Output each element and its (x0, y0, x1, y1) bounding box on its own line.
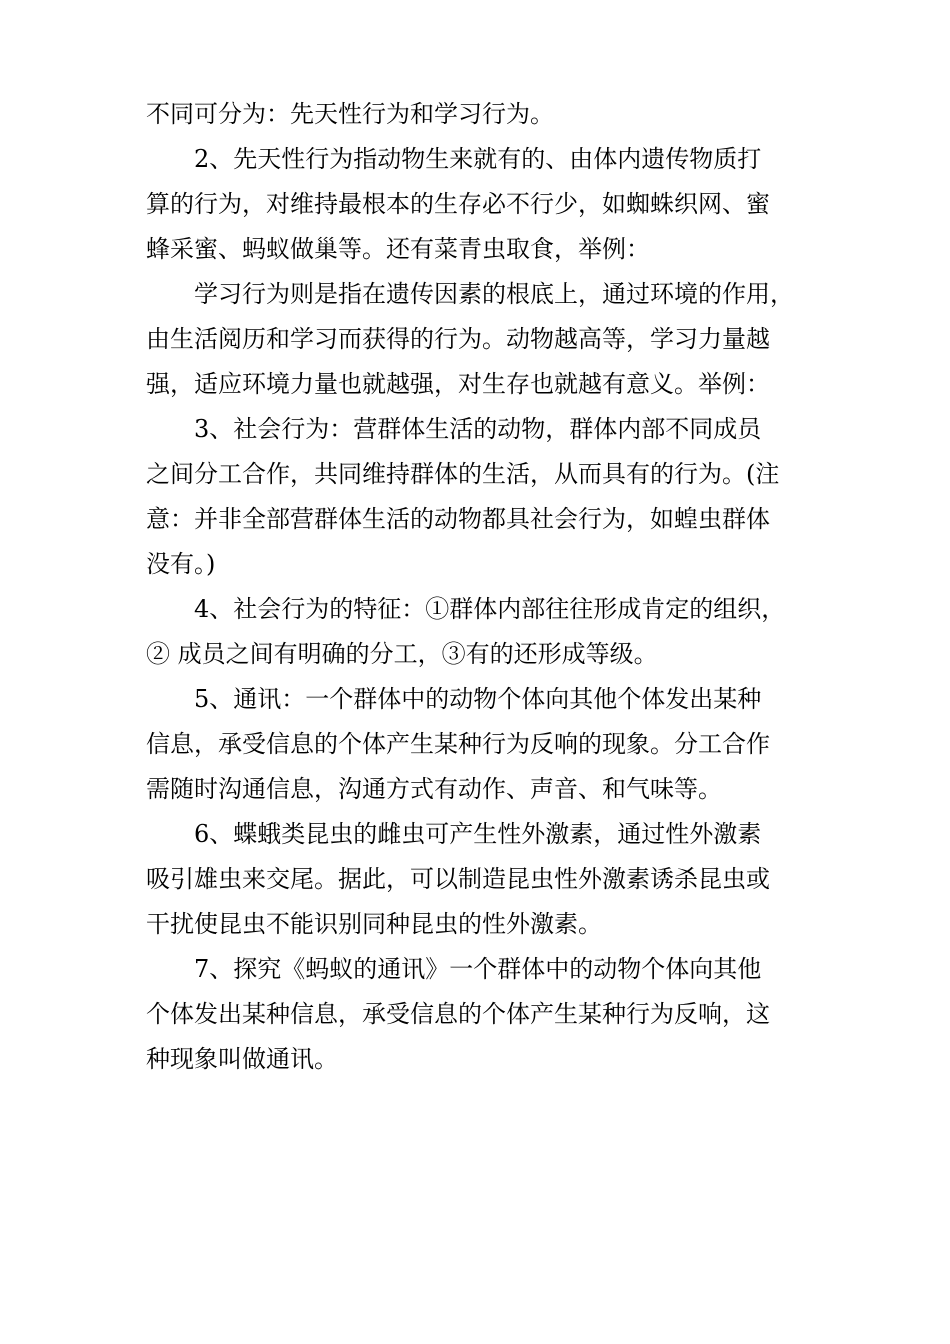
text-line: 吸引雄虫来交尾。据此，可以制造昆虫性外激素诱杀昆虫或 (146, 865, 770, 893)
text-line: 种现象叫做通讯。 (146, 1045, 338, 1073)
text-line: 意：并非全部营群体生活的动物都具社会行为，如蝗虫群体 (146, 505, 770, 533)
text-line: 蜂采蜜、蚂蚁做巢等。还有菜青虫取食，举例： (146, 235, 650, 263)
text-line: 需随时沟通信息，沟通方式有动作、声音、和气味等。 (146, 775, 722, 803)
text-line: 学习行为则是指在遗传因素的根底上，通过环境的作用， (194, 280, 794, 308)
text-line: 由生活阅历和学习而获得的行为。动物越高等，学习力量越 (146, 325, 770, 353)
text-line: 2、先天性行为指动物生来就有的、由体内遗传物质打 (194, 145, 762, 173)
text-line: 个体发出某种信息，承受信息的个体产生某种行为反响，这 (146, 1000, 770, 1028)
text-line: 4、社会行为的特征：①群体内部往往形成肯定的组织， (194, 595, 786, 623)
text-line: 算的行为，对维持最根本的生存必不行少，如蜘蛛织网、蜜 (146, 190, 770, 218)
text-line: 信息，承受信息的个体产生某种行为反响的现象。分工合作 (146, 730, 770, 758)
text-line: 7、探究《蚂蚁的通讯》一个群体中的动物个体向其他 (194, 955, 762, 983)
text-line: 5、通讯：一个群体中的动物个体向其他个体发出某种 (194, 685, 762, 713)
text-line: 没有。) (146, 550, 216, 578)
text-line: 干扰使昆虫不能识别同种昆虫的性外激素。 (146, 910, 602, 938)
document-body (146, 92, 826, 1082)
text-line: 不同可分为：先天性行为和学习行为。 (146, 100, 554, 128)
text-line: 3、社会行为：营群体生活的动物，群体内部不同成员 (194, 415, 762, 443)
text-line: 6、蝶蛾类昆虫的雌虫可产生性外激素，通过性外激素 (194, 820, 762, 848)
text-line: ② 成员之间有明确的分工，③有的还形成等级。 (146, 640, 658, 668)
text-line: 之间分工合作，共同维持群体的生活，从而具有的行为。(注 (146, 460, 780, 488)
text-line: 强，适应环境力量也就越强，对生存也就越有意义。举例： (146, 370, 770, 398)
